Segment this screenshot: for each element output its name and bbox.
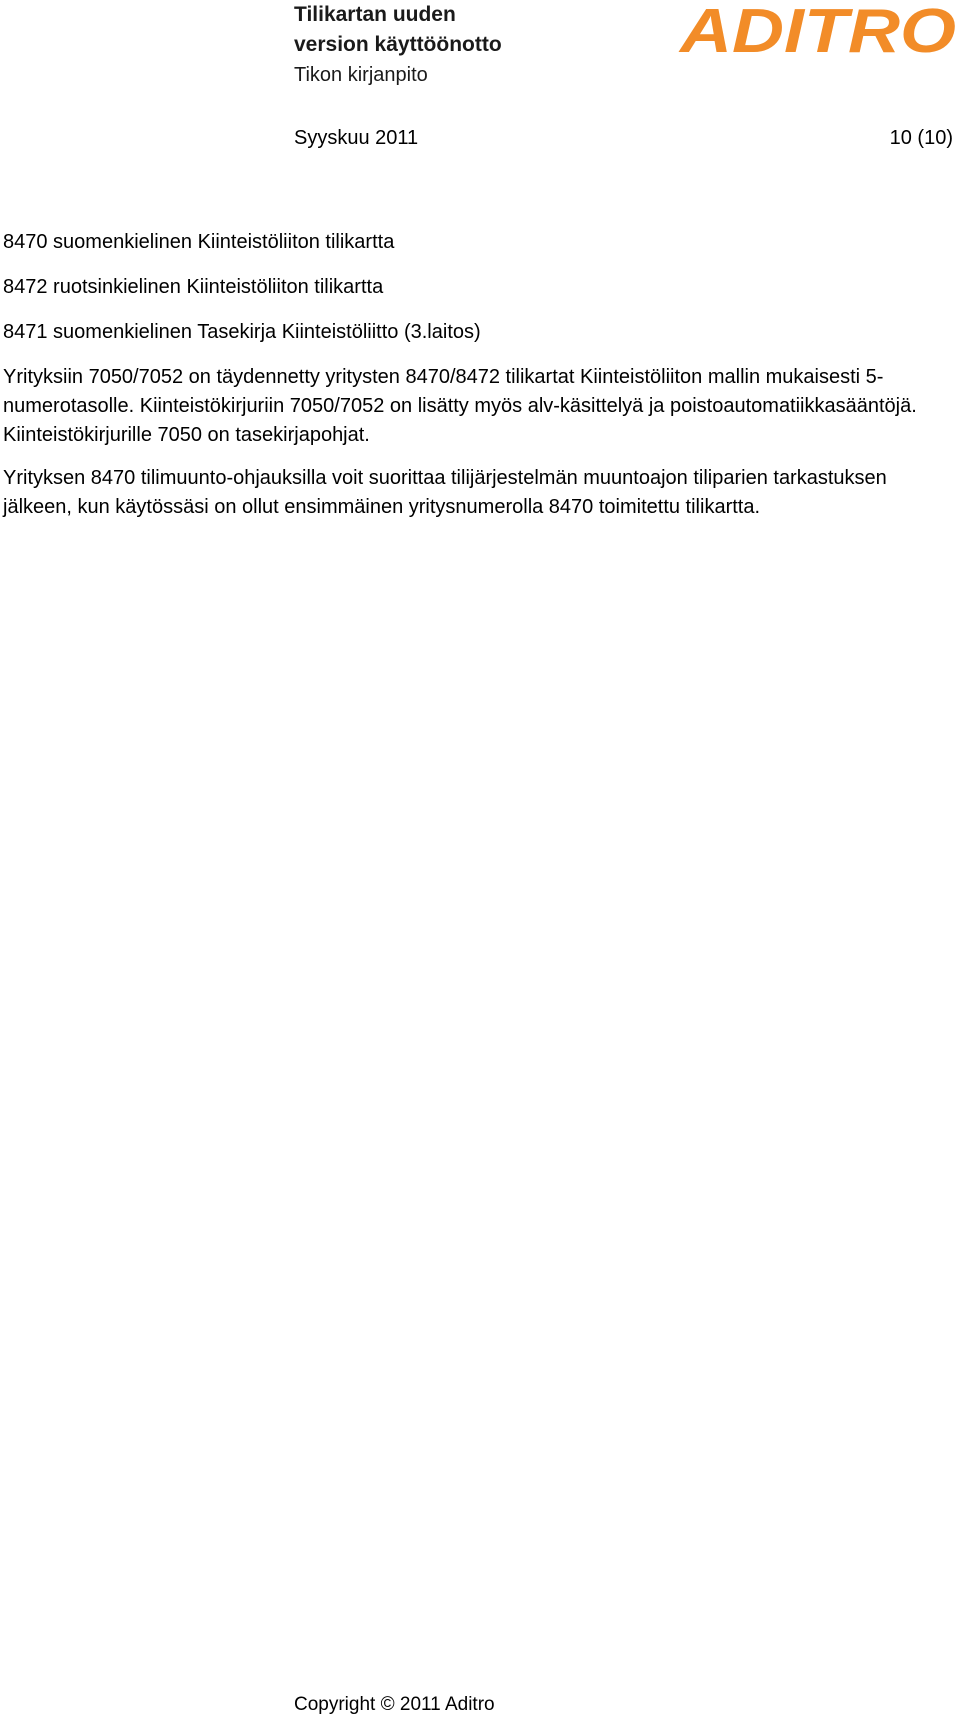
aditro-logo-text: ADITRO bbox=[678, 2, 956, 60]
page-number: 10 (10) bbox=[889, 127, 953, 149]
list-item: 8471 suomenkielinen Tasekirja Kiinteistöliitto (3.laitos) bbox=[3, 321, 481, 343]
document-body bbox=[3, 228, 953, 536]
document-date: Syyskuu 2011 bbox=[294, 127, 419, 149]
document-subtitle: Tikon kirjanpito bbox=[294, 64, 428, 86]
list-item: 8470 suomenkielinen Kiinteistöliiton tilikartta bbox=[3, 231, 395, 253]
list-item: 8472 ruotsinkielinen Kiinteistöliiton tilikartta bbox=[3, 276, 384, 298]
copyright-text: Copyright © 2011 Aditro bbox=[294, 1694, 495, 1715]
page-header bbox=[0, 0, 960, 160]
body-paragraph: Yrityksen 8470 tilimuunto-ohjauksilla voit suorittaa tilijärjestelmän muuntoajon tiliparien tarkastuksen jälkeen, kun käytössäsi on ollut ensimmäinen yritysnumerolla 8470 toimitettu tilikartta. bbox=[3, 467, 887, 518]
aditro-logo bbox=[678, 2, 960, 60]
document-title: Tilikartan uuden version käyttöönotto bbox=[294, 3, 502, 56]
page-footer bbox=[294, 1692, 495, 1718]
body-paragraph: Yrityksiin 7050/7052 on täydennetty yritysten 8470/8472 tilikartat Kiinteistöliiton mallin mukaisesti 5-numerotasolle. Kiinteistökirjuriin 7050/7052 on lisätty myös alv-käsittelyä ja poistoautomatiikkasääntöjä. Kiinteistökirjurille 7050 on tasekirjapohjat. bbox=[3, 366, 917, 446]
